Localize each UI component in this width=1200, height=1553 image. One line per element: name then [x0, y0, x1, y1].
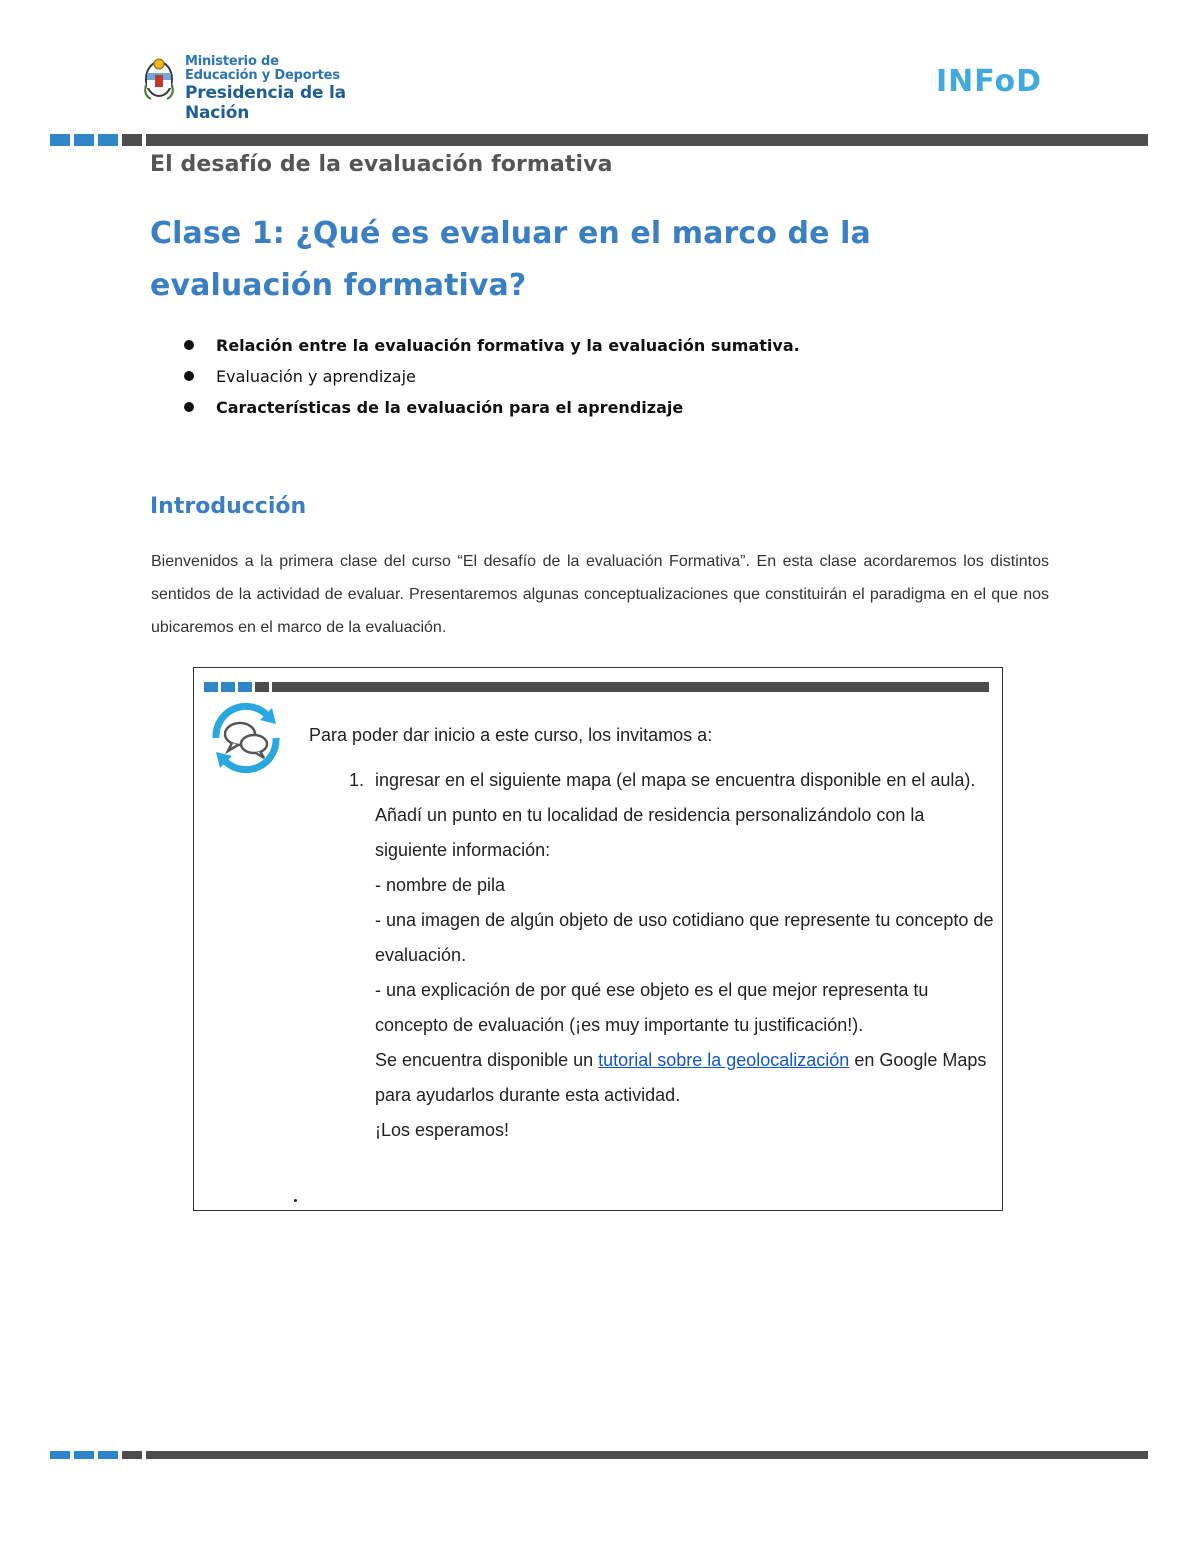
course-title: El desafío de la evaluación formativa [150, 152, 613, 177]
dot-mark [294, 1199, 297, 1202]
topic-item: Características de la evaluación para el aprendizaje [184, 392, 800, 423]
ministry-logo [143, 54, 413, 123]
class-title: Clase 1: ¿Qué es evaluar en el marco de la evaluación formativa? [150, 216, 871, 303]
item-number: 1. [349, 770, 365, 790]
ministry-name: Ministerio de [185, 54, 279, 69]
activity-list [309, 763, 999, 1148]
bottom-divider [50, 1451, 1148, 1459]
chat-bubbles-icon [206, 702, 286, 774]
activity-text [309, 718, 999, 1148]
topic-list [184, 330, 800, 423]
tutorial-link[interactable]: tutorial sobre la geolocalización [598, 1050, 850, 1070]
intro-heading: Introducción [150, 494, 307, 519]
activity-box [193, 667, 1003, 1211]
closing-line: ¡Los esperamos! [375, 1120, 510, 1140]
ministry-text [185, 55, 413, 123]
infod-logo: INFoD [935, 64, 1042, 99]
activity-item [349, 763, 999, 1148]
topic-item: Evaluación y aprendizaje [184, 361, 800, 392]
tutorial-prefix: Se encuentra disponible un [375, 1050, 599, 1070]
intro-paragraph: Bienvenidos a la primera clase del curso “El desafío de la evaluación Formativa”. En esta clase acordaremos los distintos sentidos de la actividad de evaluar. Presentaremos algunas conceptualizaciones que constituirán el paradigma en el que nos ubicaremos en el marco de la evaluación. [151, 553, 1049, 636]
activity-line: - nombre de pila [375, 875, 506, 895]
activity-line: ingresar en el siguiente mapa (el mapa se encuentra disponible en el aula). [375, 770, 976, 790]
activity-line: - una explicación de por qué ese objeto es el que mejor representa tu concepto de evaluación (¡es muy importante tu justificación!). [375, 980, 929, 1035]
tutorial-suffix: en Google Maps para ayudarlos durante esta actividad. [375, 1050, 987, 1105]
activity-line: - una imagen de algún objeto de uso cotidiano que represente tu concepto de evaluación. [375, 910, 994, 965]
tutorial-line [375, 1043, 999, 1113]
activity-lead: Para poder dar inicio a este curso, los invitamos a: [309, 725, 713, 745]
topic-item: Relación entre la evaluación formativa y la evaluación sumativa. [184, 330, 800, 361]
top-divider [50, 134, 1148, 146]
box-divider [204, 682, 989, 692]
presidency-name: Presidencia de la Nación [185, 83, 346, 123]
coat-of-arms-icon [143, 55, 175, 101]
activity-line: Añadí un punto en tu localidad de residencia personalizándolo con la siguiente información: [375, 805, 925, 860]
ministry-subname: Educación y Deportes [185, 68, 340, 83]
